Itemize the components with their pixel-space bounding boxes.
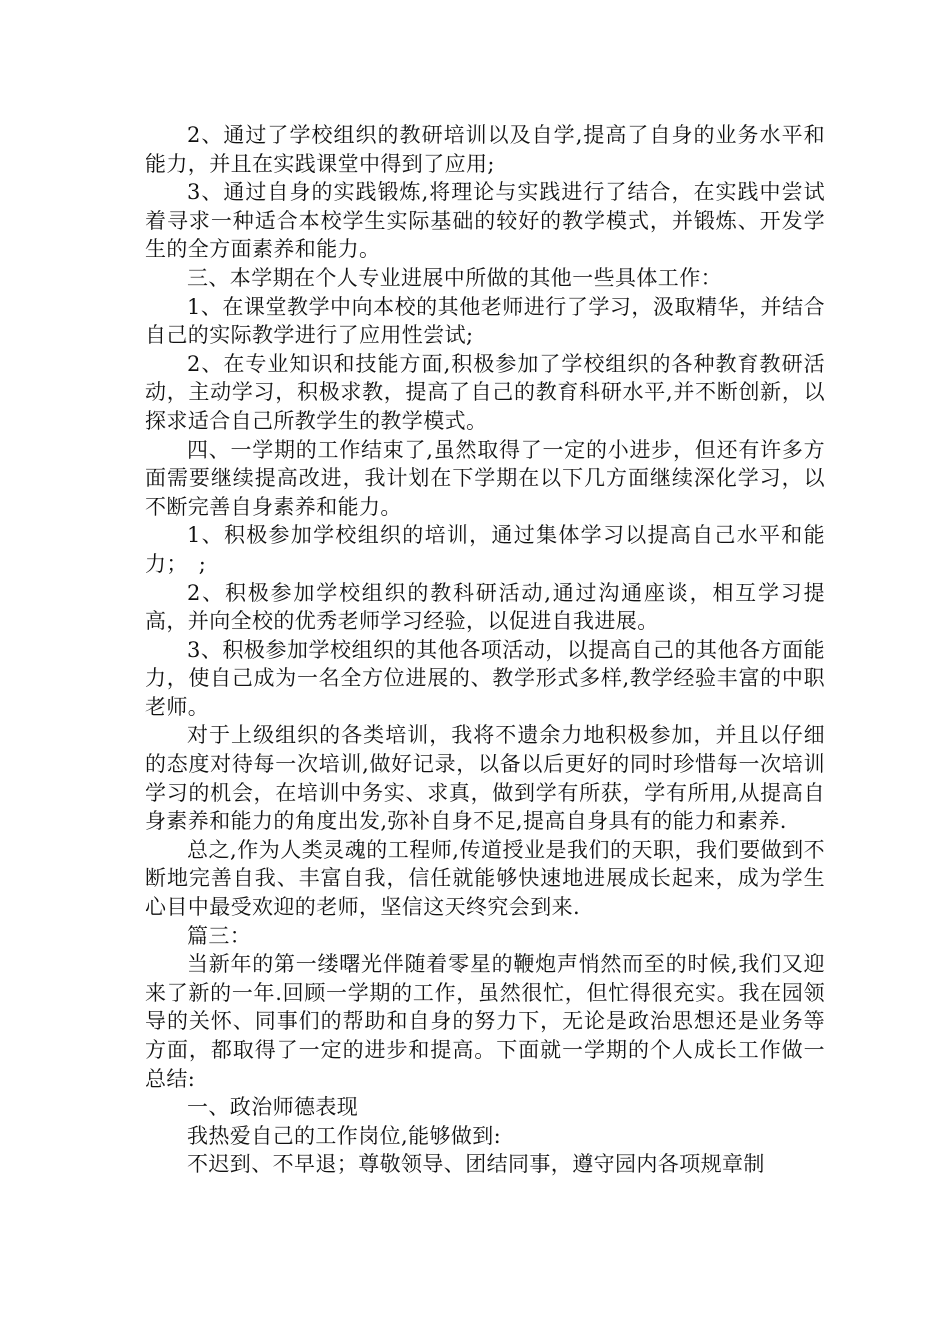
paragraph: 我热爱自己的工作岗位,能够做到: xyxy=(187,1123,502,1148)
paragraph: 2、通过了学校组织的教研培训以及自学,提高了自身的业务水平和能力，并且在实践课堂中得到了应用; xyxy=(145,123,825,176)
paragraph: 总之,作为人类灵魂的工程师,传道授业是我们的天职，我们要做到不断地完善自我、丰富自我，信任就能够快速地进展成长起来，成为学生心目中最受欢迎的老师，坚信这天终究会到来. xyxy=(145,837,825,920)
paragraph: 1、在课堂教学中向本校的其他老师进行了学习，汲取精华，并结合自己的实际教学进行了应用性尝试; xyxy=(145,294,825,348)
paragraph: 2、积极参加学校组织的教科研活动,通过沟通座谈，相互学习提高，并向全校的优秀老师学习经验，以促进自我进展。 xyxy=(145,580,825,634)
paragraph: 对于上级组织的各类培训，我将不遗余力地积极参加，并且以仔细的态度对待每一次培训,做好记录，以备以后更好的同时珍惜每一次培训学习的机会，在培训中务实、求真，做到学有所获，学有所用,从提高自身素养和能力的角度出发,弥补自身不足,提高自身具有的能力和素养. xyxy=(145,723,825,834)
paragraph: 3、积极参加学校组织的其他各项活动，以提高自己的其他各方面能力，使自己成为一名全方位进展的、教学形式多样,教学经验丰富的中职老师。 xyxy=(145,637,825,719)
paragraph: 当新年的第一缕曙光伴随着零星的鞭炮声悄然而至的时候,我们又迎来了新的一年.回顾一学期的工作，虽然很忙，但忙得很充实。我在园领导的关怀、同事们的帮助和自身的努力下，无论是政治思想还是业务等方面，都取得了一定的进步和提高。下面就一学期的个人成长工作做一总结: xyxy=(145,952,825,1091)
paragraph: 3、通过自身的实践锻炼,将理论与实践进行了结合，在实践中尝试着寻求一种适合本校学生实际基础的较好的教学模式，并锻炼、开发学生的全方面素养和能力。 xyxy=(145,180,825,262)
section-heading: 篇三： xyxy=(187,923,252,948)
document-body xyxy=(145,121,825,1179)
paragraph: 三、本学期在个人专业进展中所做的其他一些具体工作： xyxy=(187,265,722,290)
paragraph: 四、一学期的工作结束了,虽然取得了一定的小进步，但还有许多方面需要继续提高改进，我计划在下学期在以下几方面继续深化学习，以不断完善自身素养和能力。 xyxy=(145,437,825,519)
paragraph: 2、在专业知识和技能方面,积极参加了学校组织的各种教育教研活动，主动学习，积极求教，提高了自己的教育科研水平,并不断创新，以探求适合自己所教学生的教学模式。 xyxy=(145,351,825,433)
paragraph: 1、积极参加学校组织的培训，通过集体学习以提高自己水平和能力； ; xyxy=(145,523,825,576)
section-heading: 一、政治师德表现 xyxy=(187,1095,359,1120)
paragraph: 不迟到、不早退；尊敬领导、团结同事，遵守园内各项规章制 xyxy=(187,1152,765,1177)
